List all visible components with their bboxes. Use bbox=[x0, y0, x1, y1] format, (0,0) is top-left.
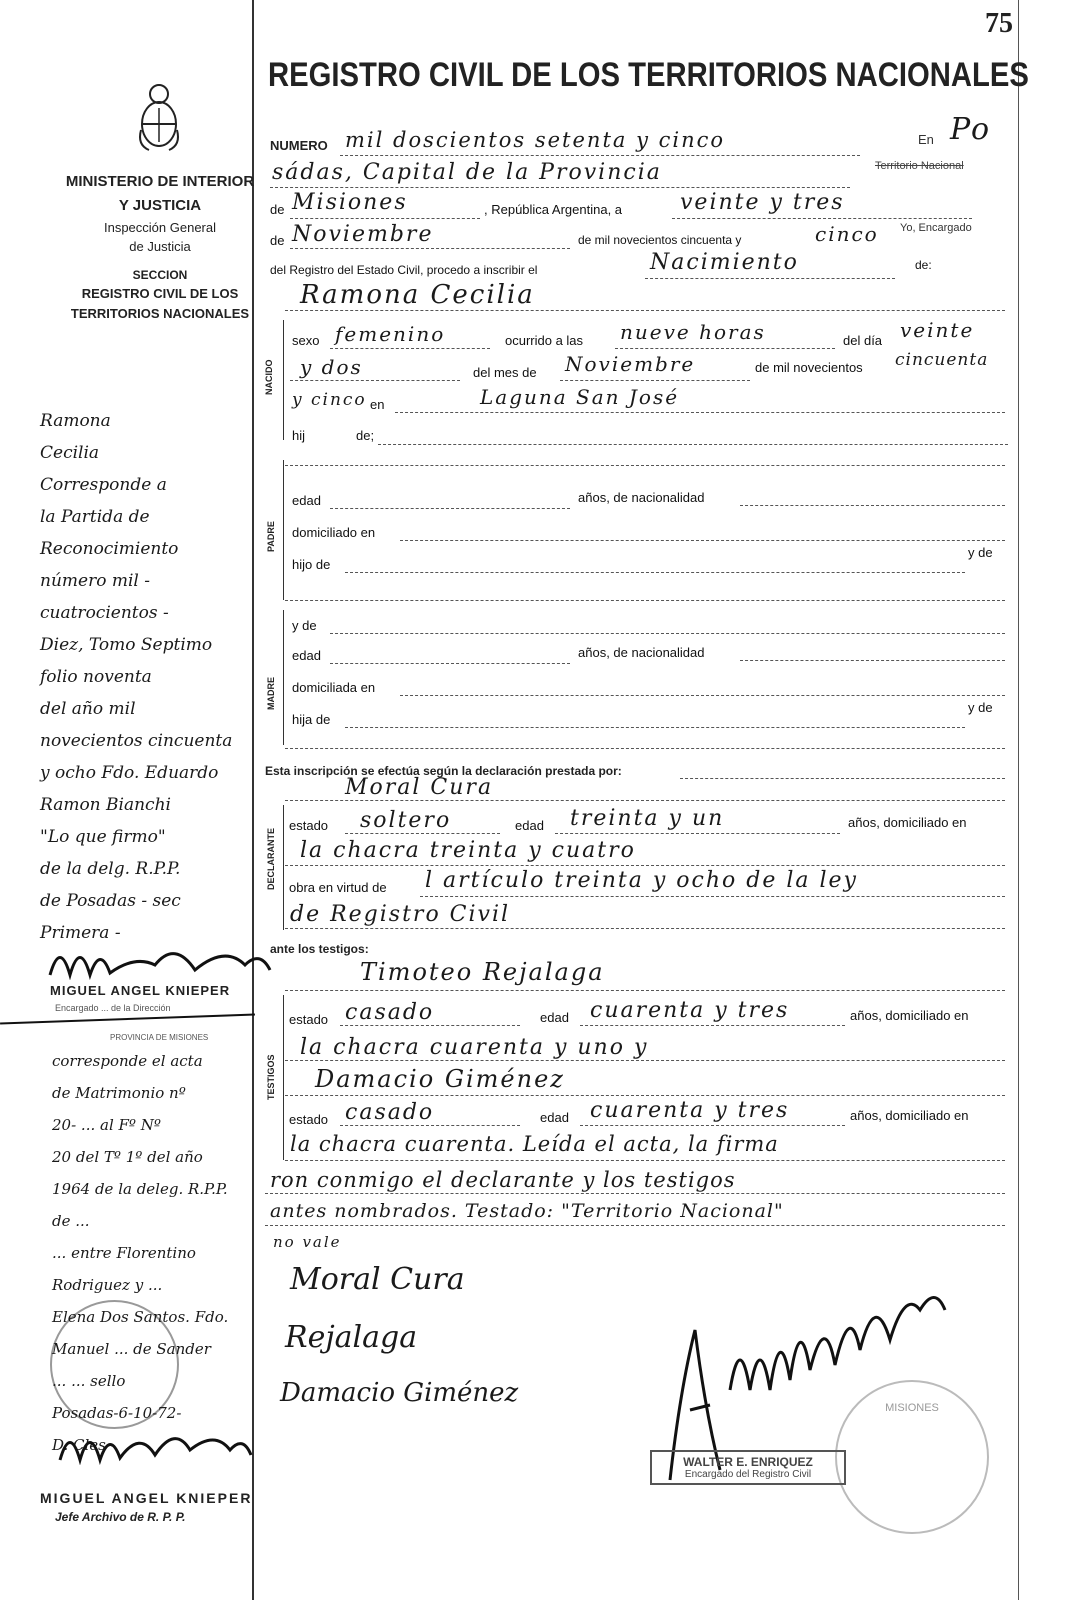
stamp-encargado-title: Encargado del Registro Civil bbox=[684, 1469, 812, 1480]
signature-testigo2: Damacio Giménez bbox=[280, 1378, 519, 1408]
ministry-line4: de Justicia bbox=[129, 239, 191, 254]
decl-edad-label: edad bbox=[515, 818, 544, 833]
stamp-knieper-1-title: Encargado ... de la Dirección bbox=[55, 1003, 171, 1013]
stamp-knieper-2-name: MIGUEL ANGEL KNIEPER bbox=[40, 1490, 253, 1506]
yo-label: Yo, Encargado bbox=[900, 222, 972, 234]
page-number: 75 bbox=[985, 8, 1013, 39]
y-de-label-1: y de bbox=[968, 545, 993, 560]
del-registro-label: del Registro del Estado Civil, procedo a inscribir el bbox=[270, 263, 538, 277]
testigos-label: ante los testigos: bbox=[270, 942, 369, 956]
de-label-3: de; bbox=[356, 428, 375, 443]
margin-note-line: cuatrocientos - bbox=[40, 603, 169, 623]
lugar-value: Laguna San José bbox=[480, 385, 680, 409]
t2-estado-label: estado bbox=[289, 1112, 329, 1127]
declarante-nombre: Moral Cura bbox=[345, 775, 494, 800]
decl-estado-value: soltero bbox=[360, 808, 452, 833]
margin-note-bottom bbox=[52, 1045, 262, 1461]
padre-nacionalidad-label: años, de nacionalidad bbox=[578, 490, 705, 505]
margin-note-line: Ramona bbox=[40, 411, 111, 431]
margin-note-line: número mil - bbox=[40, 571, 150, 591]
section-line2: REGISTRO CIVIL DE LOS bbox=[81, 286, 239, 301]
en-label-2: en bbox=[370, 397, 385, 412]
stamp-knieper-1-name: MIGUEL ANGEL KNIEPER bbox=[50, 983, 231, 998]
dia-value: veinte y tres bbox=[680, 190, 845, 215]
margin-note-line: Ramon Bianchi bbox=[40, 795, 171, 815]
nombre-value: Ramona Cecilia bbox=[300, 280, 535, 310]
ocurrido-label: ocurrido a las bbox=[505, 333, 584, 348]
document-title: REGISTRO CIVIL DE LOS TERRITORIOS NACIONALES bbox=[268, 56, 1029, 94]
margin-note-line: 1964 de la deleg. R.P.P. bbox=[52, 1180, 228, 1198]
decl-estado-label: estado bbox=[289, 818, 329, 833]
testigo1-nombre: Timoteo Rejalaga bbox=[360, 958, 605, 986]
margin-note-line: ... entre Florentino bbox=[52, 1244, 196, 1262]
dia-nac-value-2: y dos bbox=[300, 355, 363, 379]
margin-note-line: Primera - bbox=[40, 923, 121, 943]
signature-knieper-2 bbox=[55, 1420, 255, 1465]
place-line: sádas, Capital de la Provincia bbox=[272, 160, 662, 185]
en-label: En bbox=[918, 132, 934, 147]
margin-note-line: Corresponde a bbox=[40, 475, 167, 495]
margin-note-line: ... ... sello bbox=[52, 1372, 126, 1390]
right-border bbox=[1018, 0, 1019, 1600]
republica-label: , República Argentina, a bbox=[484, 202, 623, 217]
margin-note-line: de Posadas - sec bbox=[40, 891, 181, 911]
hijo-de-label: hijo de bbox=[292, 557, 331, 572]
t1-estado-value: casado bbox=[345, 1000, 435, 1025]
decl-domicilio-label: años, domiciliado en bbox=[848, 815, 967, 830]
t1-domicilio-value: la chacra cuarenta y uno y bbox=[300, 1035, 649, 1060]
margin-note-top bbox=[40, 405, 255, 949]
horas-value: nueve horas bbox=[620, 320, 766, 344]
madre-y-de-label: y de bbox=[292, 618, 317, 633]
de-colon-label: de: bbox=[915, 258, 932, 272]
margin-note-line: corresponde el acta bbox=[52, 1052, 203, 1070]
t2-estado-value: casado bbox=[345, 1100, 435, 1125]
ministry-line2: Y JUSTICIA bbox=[118, 197, 202, 214]
padre-edad-label: edad bbox=[292, 493, 321, 508]
madre-domicilio-label: domiciliada en bbox=[292, 680, 376, 695]
ministry-line3: Inspección General bbox=[103, 220, 216, 235]
margin-note-line: Manuel ... de Sander bbox=[52, 1340, 211, 1358]
margin-note-line: la Partida de bbox=[40, 507, 150, 527]
margin-note-line: 20- ... al Fº Nº bbox=[52, 1116, 161, 1134]
numero-label: NUMERO bbox=[270, 138, 328, 153]
margin-note-line: de la delg. R.P.P. bbox=[40, 859, 181, 879]
margin-note-line: Cecilia bbox=[40, 443, 100, 463]
coat-of-arms-icon bbox=[135, 80, 183, 155]
official-seal-right bbox=[835, 1380, 989, 1534]
margin-note-line: folio noventa bbox=[40, 667, 152, 687]
anio-nac-value-2: y cinco bbox=[292, 390, 367, 410]
del-mes-label: del mes de bbox=[473, 365, 537, 380]
t1-edad-value: cuarenta y tres bbox=[590, 998, 790, 1023]
en-value: Po bbox=[950, 112, 992, 147]
padre-domicilio-label: domiciliado en bbox=[292, 525, 376, 540]
madre-nacionalidad-label: años, de nacionalidad bbox=[578, 645, 705, 660]
closing-line3: no vale bbox=[273, 1233, 342, 1251]
seal-text-right: MISIONES bbox=[885, 1402, 939, 1414]
numero-value: mil doscientos setenta y cinco bbox=[345, 128, 726, 152]
de-mil-2-label: de mil novecientos bbox=[755, 360, 863, 375]
de-mil-label: de mil novecientos cincuenta y bbox=[578, 233, 742, 247]
madre-edad-label: edad bbox=[292, 648, 321, 663]
declarante-side-label: DECLARANTE bbox=[266, 828, 276, 890]
de-label-1: de bbox=[270, 202, 285, 217]
stamp-knieper-1-province: PROVINCIA DE MISIONES bbox=[110, 1033, 209, 1042]
stamp-knieper-2-title: Jefe Archivo de R. P. P. bbox=[55, 1510, 186, 1524]
acto-value: Nacimiento bbox=[650, 250, 799, 275]
signature-knieper-1 bbox=[45, 935, 275, 980]
closing-line2: antes nombrados. Testado: "Territorio Nacional" bbox=[270, 1200, 784, 1222]
testigos-side-label: TESTIGOS bbox=[266, 1054, 276, 1100]
margin-note-line: novecientos cincuenta bbox=[40, 731, 233, 751]
nacido-side-label: NACIDO bbox=[264, 359, 274, 395]
section-line1: SECCION bbox=[132, 268, 188, 282]
hij-label: hij bbox=[292, 428, 306, 443]
anio-nac-value: cincuenta bbox=[895, 350, 989, 370]
y-de-label-2: y de bbox=[968, 700, 993, 715]
decl-domicilio-value: la chacra treinta y cuatro bbox=[300, 838, 636, 863]
sexo-value: femenino bbox=[335, 322, 446, 346]
t1-estado-label: estado bbox=[289, 1012, 329, 1027]
margin-note-line: y ocho Fdo. Eduardo bbox=[40, 763, 219, 783]
hija-de-label: hija de bbox=[292, 712, 331, 727]
territorio-label: Territorio Nacional bbox=[875, 160, 964, 172]
t2-domicilio-label: años, domiciliado en bbox=[850, 1108, 969, 1123]
t1-domicilio-label: años, domiciliado en bbox=[850, 1008, 969, 1023]
testigo2-nombre: Damacio Giménez bbox=[315, 1065, 565, 1093]
margin-note-line: Reconocimiento bbox=[40, 539, 179, 559]
t2-edad-label: edad bbox=[540, 1110, 569, 1125]
mes-value: Noviembre bbox=[292, 222, 434, 247]
section-line3: TERRITORIOS NACIONALES bbox=[70, 306, 250, 321]
stamp-encargado bbox=[650, 1450, 846, 1485]
margin-note-line: Elena Dos Santos. Fdo. bbox=[52, 1308, 229, 1326]
del-dia-label: del día bbox=[843, 333, 883, 348]
padre-side-label: PADRE bbox=[266, 521, 276, 552]
obra-label: obra en virtud de bbox=[289, 880, 387, 895]
anio-value: cinco bbox=[815, 222, 879, 246]
t2-domicilio-value: la chacra cuarenta. Leída el acta, la firma bbox=[290, 1132, 779, 1156]
signature-declarante: Moral Cura bbox=[290, 1262, 465, 1297]
margin-note-line: D. Cles - bbox=[52, 1436, 116, 1454]
margin-note-line: "Lo que firmo" bbox=[40, 827, 166, 847]
margin-note-line: de Matrimonio nº bbox=[52, 1084, 186, 1102]
obra-value: l artículo treinta y ocho de la ley bbox=[425, 868, 858, 893]
margin-note-line: Posadas-6-10-72- bbox=[52, 1404, 182, 1422]
mes-nac-value: Noviembre bbox=[565, 352, 696, 376]
de-label-2: de bbox=[270, 233, 285, 248]
sexo-label: sexo bbox=[292, 333, 320, 348]
obra-value-2: de Registro Civil bbox=[290, 902, 511, 927]
margin-note-line: del año mil bbox=[40, 699, 136, 719]
inscripcion-label: Esta inscripción se efectúa según la declaración prestada por: bbox=[265, 764, 622, 778]
margin-note-line: de ... bbox=[52, 1212, 90, 1230]
ministry-line1: MINISTERIO DE INTERIOR bbox=[65, 173, 255, 190]
t2-edad-value: cuarenta y tres bbox=[590, 1098, 790, 1123]
margin-note-line: Diez, Tomo Septimo bbox=[40, 635, 213, 655]
signature-testigo1: Rejalaga bbox=[285, 1320, 418, 1355]
closing-line1: ron conmigo el declarante y los testigos bbox=[270, 1168, 736, 1192]
decl-edad-value: treinta y un bbox=[570, 806, 725, 831]
stamp-encargado-name: WALTER E. ENRIQUEZ bbox=[683, 1455, 813, 1469]
margin-note-line: 20 del Tº 1º del año bbox=[52, 1148, 203, 1166]
provincia-value: Misiones bbox=[292, 190, 408, 215]
dia-nac-value: veinte bbox=[900, 318, 975, 342]
margin-note-line: Rodriguez y ... bbox=[52, 1276, 163, 1294]
madre-side-label: MADRE bbox=[266, 677, 276, 710]
t1-edad-label: edad bbox=[540, 1010, 569, 1025]
